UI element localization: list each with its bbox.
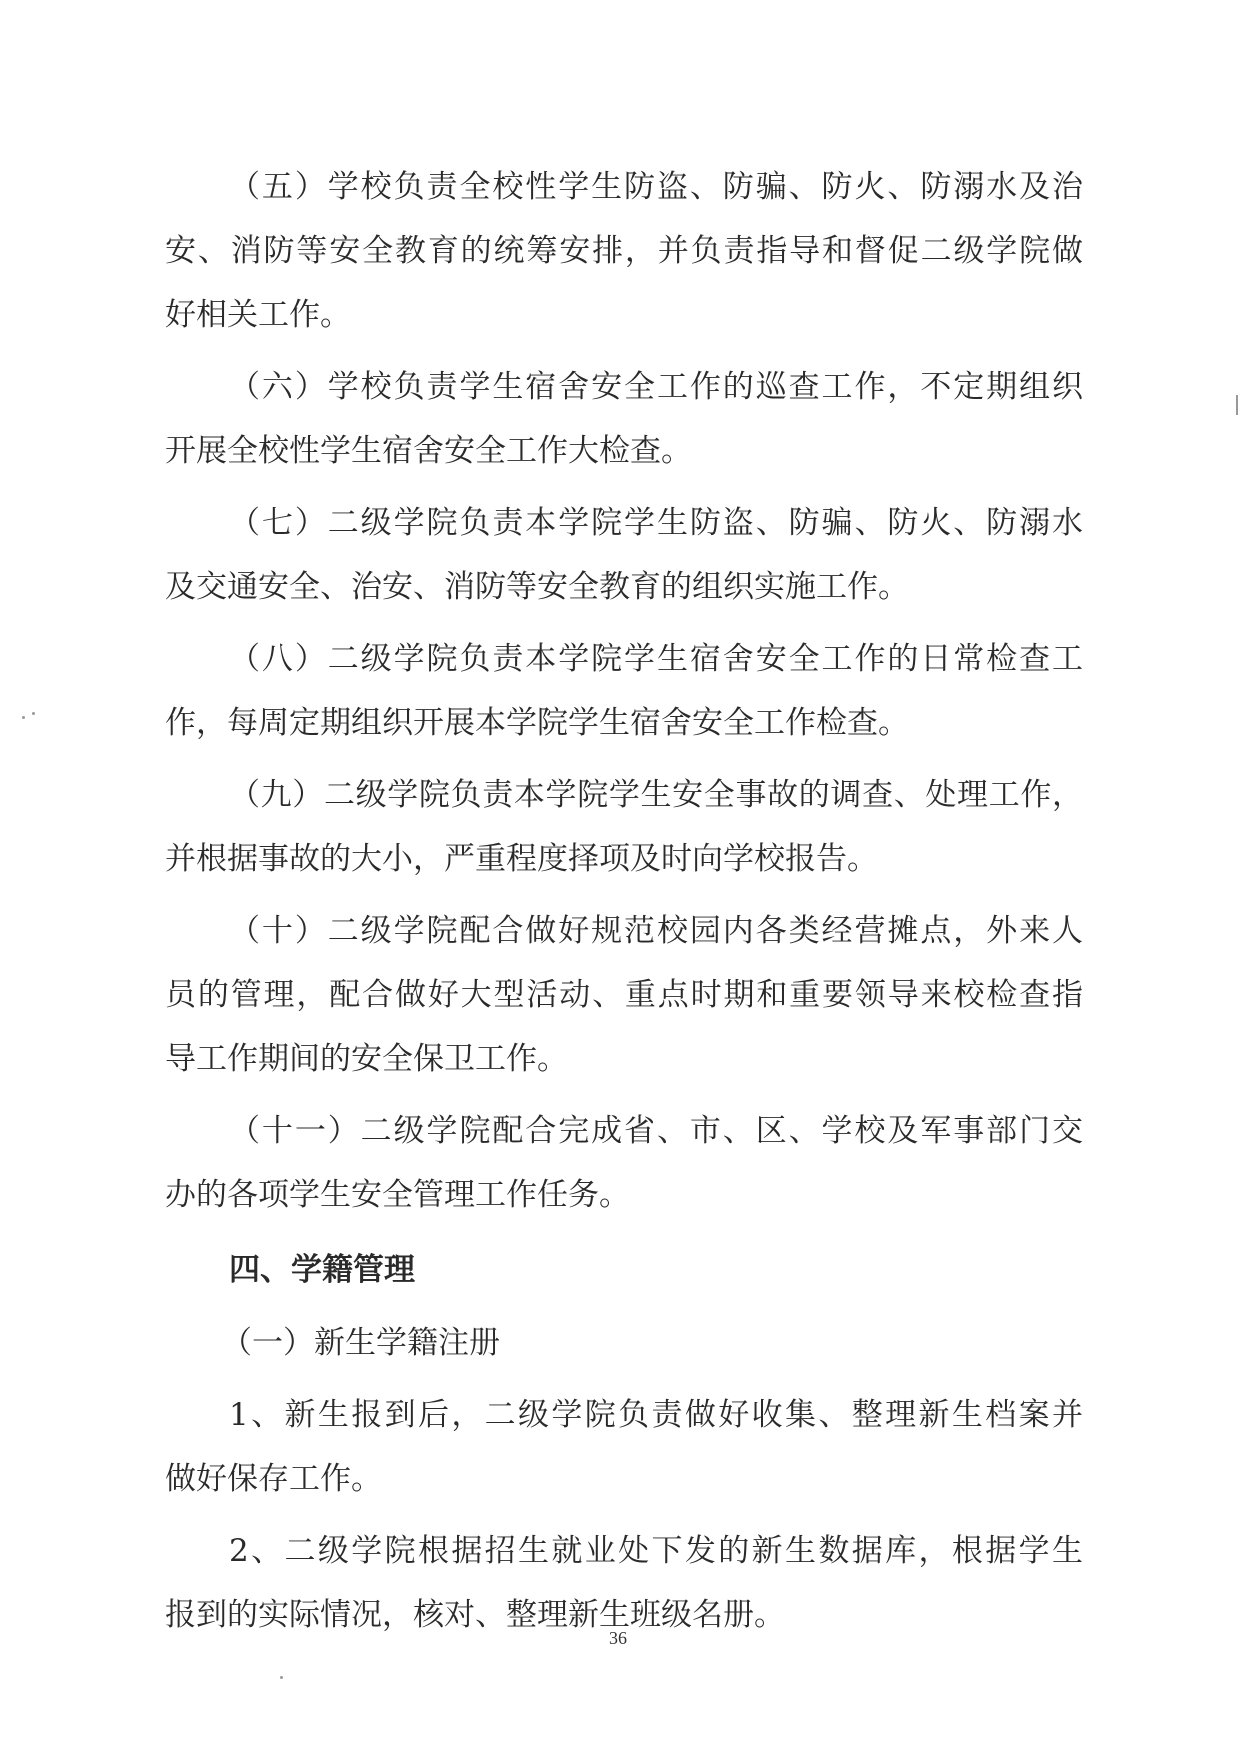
text-line: （六）学校负责学生宿舍安全工作的巡查工作，不定期组织 (229, 369, 1083, 405)
text-line: 四、学籍管理 (229, 1252, 415, 1288)
paragraph (165, 1383, 1083, 1511)
text-line: （八）二级学院负责本学院学生宿舍安全工作的日常检查工 (229, 641, 1083, 677)
subsection-heading (165, 1311, 1083, 1375)
text-line: 员的管理，配合做好大型活动、重点时期和重要领导来校检查指 (165, 977, 1083, 1013)
paragraph (165, 763, 1083, 891)
text-line: 好相关工作。 (165, 297, 351, 333)
text-line: （七）二级学院负责本学院学生防盗、防骗、防火、防溺水 (229, 505, 1083, 541)
text-line: （五）学校负责全校性学生防盗、防骗、防火、防溺水及治 (229, 169, 1083, 205)
text-line: 及交通安全、治安、消防等安全教育的组织实施工作。 (165, 569, 909, 605)
text-line: 2、二级学院根据招生就业处下发的新生数据库，根据学生 (229, 1533, 1083, 1569)
text-line: 报到的实际情况，核对、整理新生班级名册。 (165, 1597, 785, 1633)
paragraph (165, 491, 1083, 619)
text-line: 开展全校性学生宿舍安全工作大检查。 (165, 433, 692, 469)
page-number: 36 (609, 1628, 627, 1648)
scan-speck (280, 1676, 283, 1679)
text-line: 作，每周定期组织开展本学院学生宿舍安全工作检查。 (165, 705, 909, 741)
scan-speck (32, 712, 35, 715)
text-line: （十一）二级学院配合完成省、市、区、学校及军事部门交 (229, 1113, 1083, 1149)
text-line: （十）二级学院配合做好规范校园内各类经营摊点，外来人 (229, 913, 1083, 949)
document-body (165, 147, 1083, 1647)
text-line: （九）二级学院负责本学院学生安全事故的调查、处理工作， (229, 777, 1083, 813)
paragraph (165, 355, 1083, 483)
text-line: 1、新生报到后，二级学院负责做好收集、整理新生档案并 (229, 1397, 1083, 1433)
text-line: 做好保存工作。 (165, 1461, 382, 1497)
scan-speck (22, 716, 25, 719)
text-line: 安、消防等安全教育的统筹安排，并负责指导和督促二级学院做 (165, 233, 1083, 269)
paragraph (165, 899, 1083, 1091)
text-line: （一）新生学籍注册 (221, 1325, 500, 1361)
paragraph (165, 155, 1083, 347)
scan-edge-mark (1236, 395, 1238, 415)
text-line: 导工作期间的安全保卫工作。 (165, 1041, 568, 1077)
section-heading (165, 1237, 1083, 1303)
paragraph (165, 627, 1083, 755)
paragraph (165, 1099, 1083, 1227)
text-line: 办的各项学生安全管理工作任务。 (165, 1177, 630, 1213)
text-line: 并根据事故的大小，严重程度择项及时向学校报告。 (165, 841, 878, 877)
